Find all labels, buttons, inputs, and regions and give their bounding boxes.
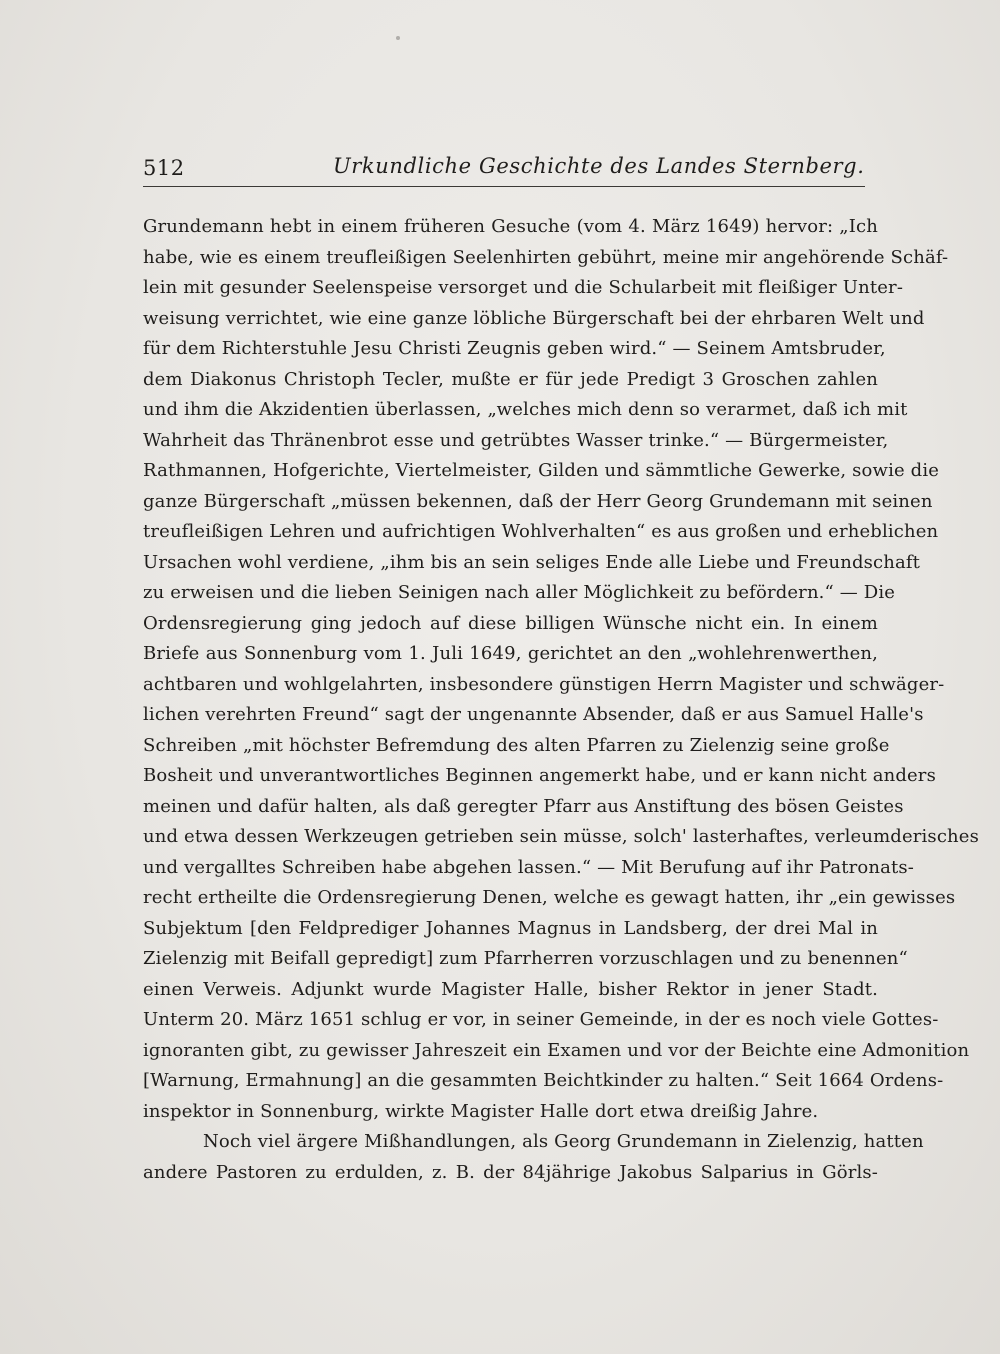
text-line: habe, wie es einem treufleißigen Seelenhirten gebührt, meine mir angehörende Schäf-	[143, 246, 949, 268]
text-line: lein mit gesunder Seelenspeise versorget und die Schularbeit mit fleißiger Unter-	[143, 277, 904, 298]
text-line: ganze Bürgerschaft „müssen bekennen, daß der Herr Georg Grundemann mit seinen	[143, 490, 933, 512]
running-title: Urkundliche Geschichte des Landes Sternberg.	[333, 154, 865, 178]
text-line: meinen und dafür halten, als daß geregter Pfarr aus Anstiftung des bösen Geistes	[143, 795, 904, 817]
running-header	[143, 150, 865, 187]
text-line: für dem Richterstuhle Jesu Christi Zeugnis geben wird.“ — Seinem Amtsbruder,	[143, 338, 886, 359]
text-line: Grundemann hebt in einem früheren Gesuche (vom 4. März 1649) hervor: „Ich	[143, 216, 878, 237]
text-line: Ordensregierung ging jedoch auf diese billigen Wünsche nicht ein. In einem	[143, 612, 878, 634]
text-line: lichen verehrten Freund“ sagt der ungenannte Absender, daß er aus Samuel Halle's	[143, 704, 924, 725]
text-line: Unterm 20. März 1651 schlug er vor, in seiner Gemeinde, in der es noch viele Gottes-	[143, 1009, 939, 1030]
text-line: zu erweisen und die lieben Seinigen nach aller Möglichkeit zu befördern.“ — Die	[143, 582, 896, 603]
text-line: dem Diakonus Christoph Tecler, mußte er für jede Predigt 3 Groschen zahlen	[143, 368, 878, 390]
text-line: Subjektum [den Feldprediger Johannes Magnus in Landsberg, der drei Mal in	[143, 917, 878, 939]
page-number: 512	[143, 156, 185, 180]
ink-speck	[396, 36, 400, 40]
text-line: inspektor in Sonnenburg, wirkte Magister Halle dort etwa dreißig Jahre.	[143, 1100, 819, 1122]
text-line: Briefe aus Sonnenburg vom 1. Juli 1649, gerichtet an den „wohlehrenwerthen,	[143, 643, 878, 664]
text-line: einen Verweis. Adjunkt wurde Magister Halle, bisher Rektor in jener Stadt.	[143, 978, 878, 1000]
text-line: achtbaren und wohlgelahrten, insbesondere günstigen Herrn Magister und schwäger-	[143, 673, 945, 695]
text-line: Schreiben „mit höchster Befremdung des alten Pfarren zu Zielenzig seine große	[143, 734, 890, 756]
text-line: ignoranten gibt, zu gewisser Jahreszeit ein Examen und vor der Beichte eine Admonition	[143, 1039, 970, 1061]
text-line: Bosheit und unverantwortliches Beginnen angemerkt habe, und er kann nicht anders	[143, 765, 936, 786]
text-line: und ihm die Akzidentien überlassen, „welches mich denn so verarmet, daß ich mit	[143, 399, 908, 420]
text-line: Wahrheit das Thränenbrot esse und getrübtes Wasser trinke.“ — Bürgermeister,	[143, 429, 889, 451]
text-line: Zielenzig mit Beifall gepredigt] zum Pfarrherren vorzuschlagen und zu benennen“	[143, 948, 908, 969]
body-text	[143, 212, 979, 1188]
paragraph-first-line: Noch viel ärgere Mißhandlungen, als Georg Grundemann in Zielenzig, hatten	[203, 1131, 924, 1152]
text-line: und etwa dessen Werkzeugen getrieben sein müsse, solch' lasterhaftes, verleumderisches	[143, 826, 979, 847]
text-line: Rathmannen, Hofgerichte, Viertelmeister, Gilden und sämmtliche Gewerke, sowie die	[143, 460, 940, 481]
text-line: andere Pastoren zu erdulden, z. B. der 84jährige Jakobus Salparius in Görls-	[143, 1161, 878, 1183]
text-line: treufleißigen Lehren und aufrichtigen Wohlverhalten“ es aus großen und erheblichen	[143, 521, 939, 542]
text-line: recht ertheilte die Ordensregierung Denen, welche es gewagt hatten, ihr „ein gewisses	[143, 887, 956, 908]
text-line: Ursachen wohl verdiene, „ihm bis an sein seliges Ende alle Liebe und Freundschaft	[143, 551, 921, 573]
text-line: weisung verrichtet, wie eine ganze löbliche Bürgerschaft bei der ehrbaren Welt und	[143, 307, 925, 329]
text-line: [Warnung, Ermahnung] an die gesammten Beichtkinder zu halten.“ Seit 1664 Ordens-	[143, 1070, 944, 1091]
text-line: und vergalltes Schreiben habe abgehen lassen.“ — Mit Berufung auf ihr Patronats-	[143, 856, 915, 878]
